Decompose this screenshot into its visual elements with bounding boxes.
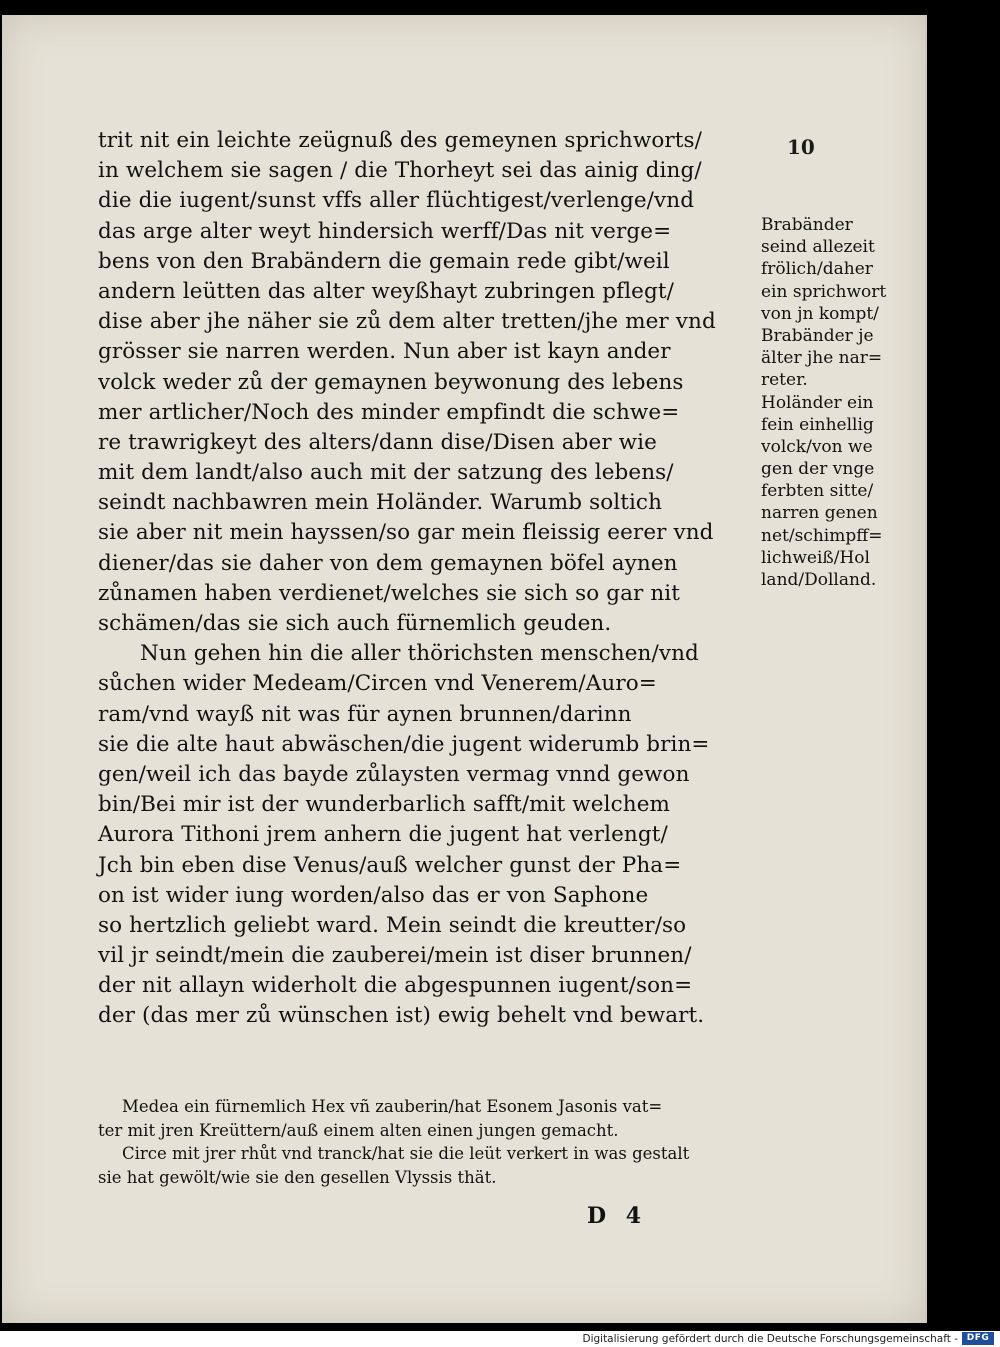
text-line: sie aber nit mein hayssen/so gar mein fleissig eerer vnd xyxy=(98,520,714,546)
margin-note-line: Brabänder je xyxy=(761,325,874,346)
margin-note-line: lichweiß/Hol xyxy=(761,547,870,568)
footnote-line: ter mit jren Kreüttern/auß einem alten einen jungen gemacht. xyxy=(98,1120,619,1140)
text-line: sůchen wider Medeam/Circen vnd Venerem/Auro= xyxy=(98,671,657,697)
text-line: mer artlicher/Noch des minder empfindt die schwe= xyxy=(98,399,680,425)
margin-note-brabander xyxy=(761,214,911,392)
margin-note-line: reter. xyxy=(761,370,808,391)
text-line: on ist wider iung worden/also das er von Saphone xyxy=(98,882,649,908)
text-line: der (das mer zů wünschen ist) ewig behelt vnd bewart. xyxy=(98,1003,705,1029)
text-line: ram/vnd wayß nit was für aynen brunnen/darinn xyxy=(98,701,632,727)
margin-note-line: Brabänder xyxy=(761,215,853,235)
text-line: gen/weil ich das bayde zůlaysten vermag vnnd gewon xyxy=(98,761,690,787)
text-line: die die iugent/sunst vffs aller flüchtigest/verlenge/vnd xyxy=(98,188,695,214)
text-line: re trawrigkeyt des alters/dann dise/Disen aber wie xyxy=(98,429,657,455)
funding-credit-link[interactable]: Digitalisierung gefördert durch die Deutsche Forschungsgemeinschaft - xyxy=(582,1333,958,1345)
page-number: 10 xyxy=(787,135,815,159)
margin-note-holander xyxy=(761,392,911,592)
text-line: zůnamen haben verdienet/welches sie sich so gar nit xyxy=(98,580,680,606)
margin-note-line: volck/von we xyxy=(761,436,873,457)
text-line: volck weder zů der gemaynen beywonung des lebens xyxy=(98,369,684,395)
margin-note-line: land/Dolland. xyxy=(761,570,877,590)
margin-note-line: ein sprichwort xyxy=(761,281,887,302)
text-line: vil jr seindt/mein die zauberei/mein ist diser brunnen/ xyxy=(98,943,692,969)
paragraph-start-line: Nun gehen hin die aller thörichsten menschen/vnd xyxy=(140,641,699,667)
dfg-logo-icon[interactable]: DFG xyxy=(962,1332,994,1345)
margin-note-line: älter jhe nar= xyxy=(761,348,883,369)
text-line: sie die alte haut abwäschen/die jugent widerumb brin= xyxy=(98,731,710,757)
text-line: das arge alter weyt hindersich werff/Das nit verge= xyxy=(98,218,672,244)
margin-note-line: Holänder ein xyxy=(761,392,874,413)
margin-note-line: von jn kompt/ xyxy=(761,303,879,324)
text-line: bens von den Brabändern die gemain rede gibt/weil xyxy=(98,248,670,274)
marginal-notes xyxy=(761,214,911,591)
text-line: so hertzlich geliebt ward. Mein seindt die kreutter/so xyxy=(98,912,687,938)
text-line: Jch bin eben dise Venus/auß welcher gunst der Pha= xyxy=(98,852,682,878)
main-text-block xyxy=(98,126,758,1032)
text-line: mit dem landt/also auch mit der satzung des lebens/ xyxy=(98,460,674,486)
signature-mark: D 4 xyxy=(587,1203,648,1229)
footnote-line: Medea ein fürnemlich Hex vñ zauberin/hat Esonem Jasonis vat= xyxy=(122,1097,663,1116)
text-line: andern leütten das alter weyßhayt zubringen pflegt/ xyxy=(98,278,674,304)
text-line: grösser sie narren werden. Nun aber ist kayn ander xyxy=(98,339,671,365)
text-line: bin/Bei mir ist der wunderbarlich safft/mit welchem xyxy=(98,792,671,818)
footnote-line: sie hat gewölt/wie sie den gesellen Vlyssis thät. xyxy=(98,1167,497,1187)
margin-note-line: narren genen xyxy=(761,503,878,524)
text-line: trit nit ein leichte zeügnuß des gemeynen sprichworts/ xyxy=(98,128,702,153)
book-page xyxy=(2,15,927,1323)
text-line: seindt nachbawren mein Holänder. Warumb soltich xyxy=(98,490,663,516)
margin-note-line: ferbten sitte/ xyxy=(761,481,874,502)
footnotes xyxy=(98,1095,778,1189)
footnote-line: Circe mit jrer rhůt vnd tranck/hat sie die leüt verkert in was gestalt xyxy=(122,1144,690,1163)
margin-note-line: net/schimpff= xyxy=(761,525,883,546)
text-line: dise aber jhe näher sie zů dem alter tretten/jhe mer vnd xyxy=(98,309,716,335)
text-line: der nit allayn widerholt die abgespunnen iugent/son= xyxy=(98,973,693,999)
margin-note-line: gen der vnge xyxy=(761,459,875,480)
margin-note-line: fein einhellig xyxy=(761,414,874,435)
text-line: in welchem sie sagen / die Thorheyt sei das ainig ding/ xyxy=(98,158,702,184)
text-line: diener/das sie daher von dem gemaynen böfel aynen xyxy=(98,550,678,576)
margin-note-line: frölich/daher xyxy=(761,259,873,280)
text-line: Aurora Tithoni jrem anhern die jugent hat verlengt/ xyxy=(98,822,668,848)
text-line: schämen/das sie sich auch fürnemlich geuden. xyxy=(98,611,612,636)
margin-note-line: seind allezeit xyxy=(761,237,875,258)
